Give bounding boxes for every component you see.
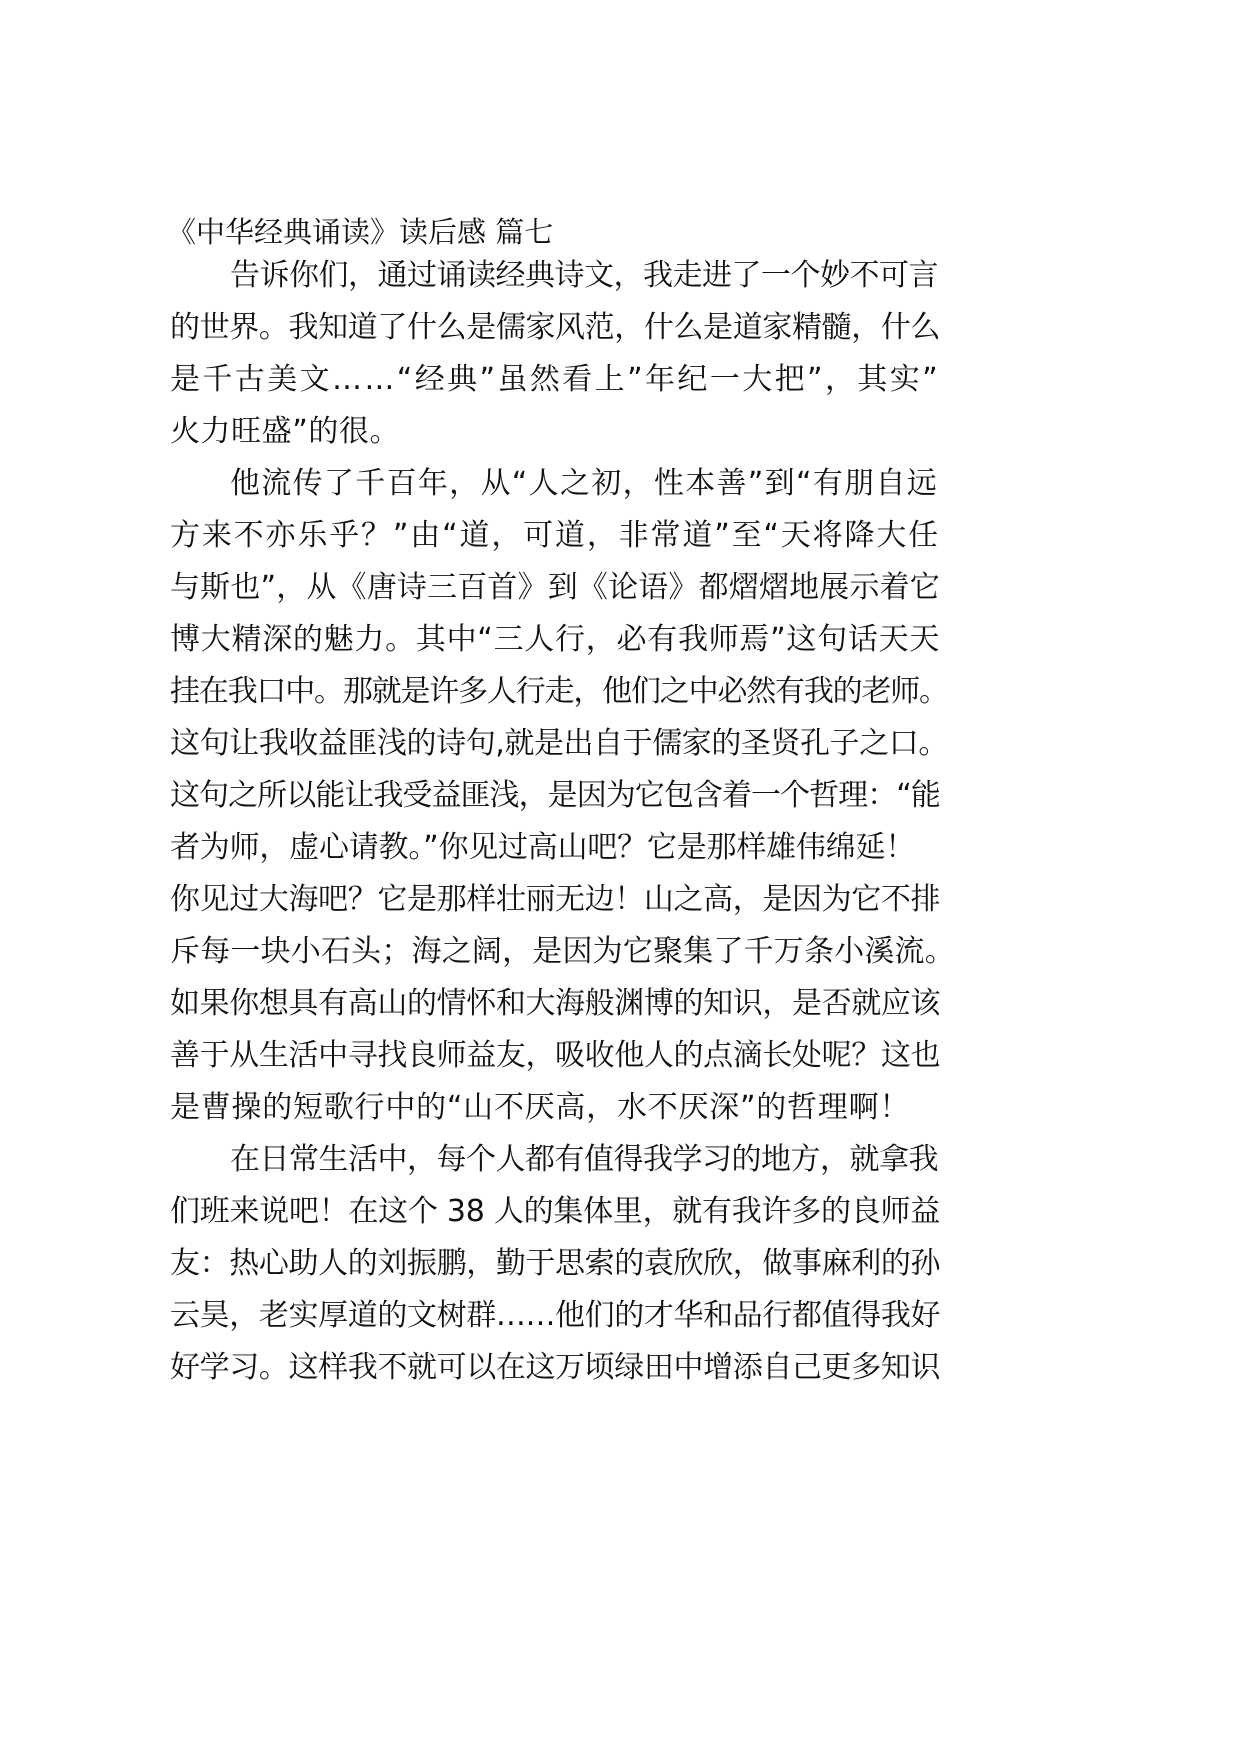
text-line: 他流传了千百年，从“人之初，性本善”到“有朋自远 bbox=[230, 466, 939, 501]
text-line: 方来不亦乐乎？”由“道，可道，非常道”至“天将降大任 bbox=[170, 518, 941, 553]
text-line: 斥每一块小石头；海之阔，是因为它聚集了千万条小溪流。 bbox=[170, 934, 955, 969]
text-line: 是千古美文……“经典”虽然看上”年纪一大把”，其实” bbox=[170, 362, 941, 397]
document-title: 《中华经典诵读》读后感 篇七 bbox=[167, 215, 554, 249]
text-line: 你见过大海吧？它是那样壮丽无边！山之高，是因为它不排 bbox=[170, 882, 941, 917]
text-line: 如果你想具有高山的情怀和大海般渊博的知识，是否就应该 bbox=[170, 986, 941, 1021]
text-line: 的世界。我知道了什么是儒家风范，什么是道家精髓，什么 bbox=[170, 310, 941, 345]
text-line: 火力旺盛”的很。 bbox=[170, 414, 401, 449]
text-line: 善于从生活中寻找良师益友，吸收他人的点滴长处呢？这也 bbox=[170, 1038, 941, 1073]
text-line: 这句让我收益匪浅的诗句,就是出自于儒家的圣贤孔子之口。 bbox=[170, 726, 948, 761]
text-line: 是曹操的短歌行中的“山不厌高，水不厌深”的哲理啊！ bbox=[170, 1090, 911, 1125]
text-line: 们班来说吧！在这个 38 人的集体里，就有我许多的良师益 bbox=[170, 1194, 940, 1229]
text-line: 云昊，老实厚道的文树群……他们的才华和品行都值得我好 bbox=[170, 1298, 941, 1333]
text-line: 在日常生活中，每个人都有值得我学习的地方，就拿我 bbox=[230, 1142, 938, 1177]
text-line: 告诉你们，通过诵读经典诗文，我走进了一个妙不可言 bbox=[230, 258, 938, 293]
text-line: 者为师，虚心请教。”你见过高山吧？它是那样雄伟绵延！ bbox=[170, 830, 916, 865]
text-line: 博大精深的魅力。其中“三人行，必有我师焉”这句话天天 bbox=[170, 622, 941, 657]
text-line: 与斯也”，从《唐诗三百首》到《论语》都熠熠地展示着它 bbox=[170, 570, 940, 605]
text-line: 好学习。这样我不就可以在这万顷绿田中增添自己更多知识 bbox=[170, 1350, 941, 1385]
text-line: 这句之所以能让我受益匪浅，是因为它包含着一个哲理：“能 bbox=[170, 778, 940, 813]
text-line: 友：热心助人的刘振鹏，勤于思索的袁欣欣，做事麻利的孙 bbox=[170, 1246, 941, 1281]
text-line: 挂在我口中。那就是许多人行走，他们之中必然有我的老师。 bbox=[170, 674, 948, 709]
